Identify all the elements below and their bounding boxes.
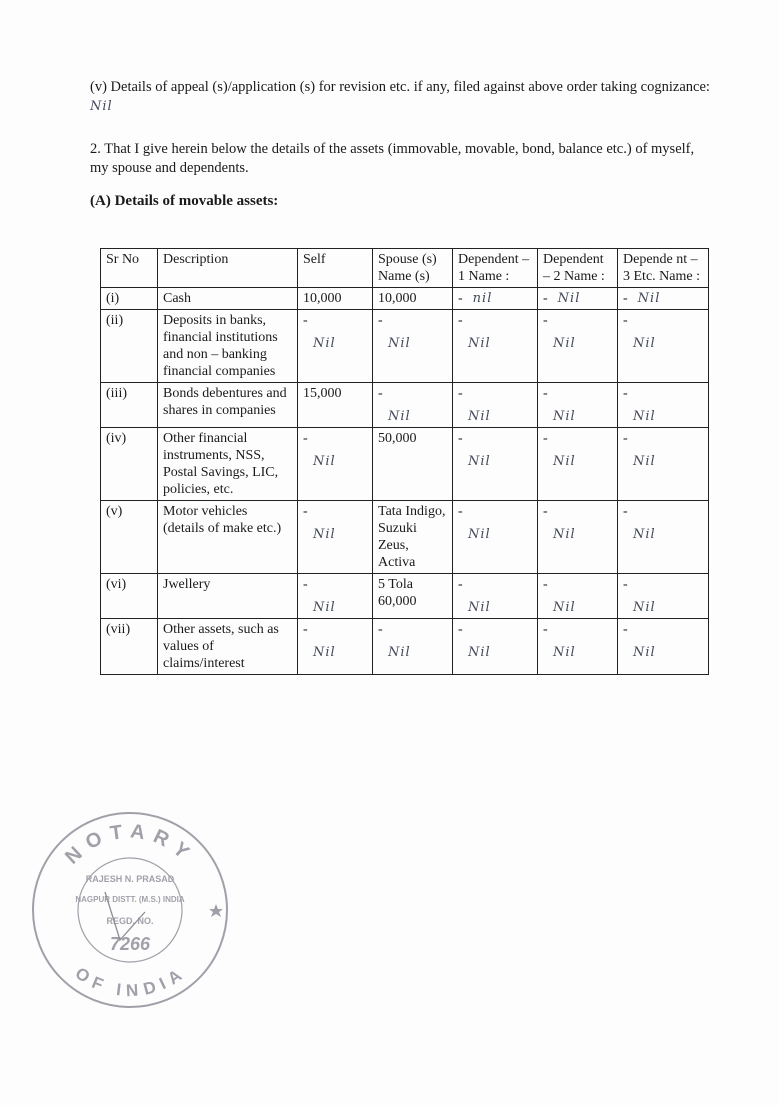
handwritten-nil: Nil [633, 600, 656, 615]
sr-no: (v) [101, 501, 158, 574]
printed-value: - [623, 622, 628, 637]
column-header: Depende nt – 3 Etc. Name : [618, 249, 709, 288]
description: Other assets, such as values of claims/interest [158, 619, 298, 675]
column-header: Spouse (s) Name (s) [373, 249, 453, 288]
handwritten-nil: Nil [388, 645, 411, 660]
svg-text:NOTARY [61, 820, 199, 868]
printed-value: - [378, 386, 383, 401]
printed-value: - [458, 577, 463, 592]
handwritten-nil: Nil [388, 336, 411, 351]
handwritten-nil: Nil [633, 454, 656, 469]
value-cell [373, 574, 453, 619]
handwritten-nil: Nil [633, 527, 656, 542]
printed-value: 10,000 [378, 291, 417, 306]
value-cell [373, 288, 453, 310]
handwritten-nil: Nil [553, 527, 576, 542]
sr-no: (vi) [101, 574, 158, 619]
value-cell [453, 428, 538, 501]
value-cell [538, 501, 618, 574]
printed-value: - [623, 577, 628, 592]
value-cell [453, 501, 538, 574]
assets-intro-paragraph: 2. That I give herein below the details of the assets (immovable, movable, bond, balance etc.) of myself, my spouse and dependents. [90, 141, 695, 176]
printed-value: - [623, 504, 628, 519]
handwritten-nil: Nil [90, 99, 113, 114]
handwritten-nil: Nil [637, 291, 661, 306]
notary-stamp [30, 800, 230, 1020]
table-row [101, 288, 709, 310]
value-cell [298, 574, 373, 619]
handwritten-nil: Nil [388, 409, 411, 424]
value-cell [298, 428, 373, 501]
stamp-bottom-text: OF INDIA [71, 963, 189, 1001]
value-cell [538, 310, 618, 383]
handwritten-nil: Nil [633, 336, 656, 351]
value-cell [298, 288, 373, 310]
sr-no: (vii) [101, 619, 158, 675]
printed-value: 10,000 [303, 291, 342, 306]
printed-value: - [458, 504, 463, 519]
value-cell [298, 619, 373, 675]
printed-value: - [303, 504, 308, 519]
column-header: Self [298, 249, 373, 288]
handwritten-nil: Nil [553, 336, 576, 351]
value-cell [618, 310, 709, 383]
printed-value: - [458, 313, 463, 328]
printed-value: - [303, 622, 308, 637]
value-cell [298, 383, 373, 428]
sr-no: (iii) [101, 383, 158, 428]
value-cell [618, 574, 709, 619]
handwritten-nil: Nil [553, 454, 576, 469]
printed-value: - [378, 622, 383, 637]
svg-text:OF INDIA [72, 963, 189, 1000]
value-cell [618, 501, 709, 574]
printed-value: - [543, 386, 548, 401]
handwritten-nil: Nil [468, 409, 491, 424]
printed-value: - [623, 313, 628, 328]
value-cell [618, 619, 709, 675]
value-cell [538, 574, 618, 619]
sr-no: (ii) [101, 310, 158, 383]
printed-value: - [303, 577, 308, 592]
handwritten-nil: Nil [633, 645, 656, 660]
star-icon [209, 904, 223, 917]
value-cell [538, 383, 618, 428]
printed-value: - [378, 313, 383, 328]
value-cell [618, 383, 709, 428]
description: Deposits in banks, financial institutions and non – banking financial companies [158, 310, 298, 383]
handwritten-nil: Nil [553, 409, 576, 424]
value-cell [538, 288, 618, 310]
printed-value: - [623, 386, 628, 401]
description: Jwellery [158, 574, 298, 619]
description: Bonds debentures and shares in companies [158, 383, 298, 428]
table-row [101, 428, 709, 501]
printed-value: - [543, 577, 548, 592]
printed-value: - [543, 622, 548, 637]
value-cell [298, 310, 373, 383]
printed-value: 15,000 [303, 386, 342, 401]
value-cell [453, 574, 538, 619]
printed-value: - [623, 431, 628, 446]
table-row [101, 501, 709, 574]
printed-value: - [303, 313, 308, 328]
handwritten-nil: Nil [313, 454, 336, 469]
handwritten-nil: Nil [313, 527, 336, 542]
value-cell [618, 288, 709, 310]
appeal-text: (v) Details of appeal (s)/application (s) for revision etc. if any, filed against above order taking cognizance: [90, 79, 710, 95]
appeal-paragraph [90, 78, 710, 116]
value-cell [373, 383, 453, 428]
value-cell [618, 428, 709, 501]
column-header: Description [158, 249, 298, 288]
printed-value: - [623, 291, 628, 306]
handwritten-nil: Nil [313, 600, 336, 615]
column-header: Sr No [101, 249, 158, 288]
table-row [101, 310, 709, 383]
printed-value: - [303, 431, 308, 446]
printed-value: - [543, 504, 548, 519]
value-cell [538, 619, 618, 675]
value-cell [373, 310, 453, 383]
stamp-regd-text: REGD. NO. [106, 916, 154, 926]
description: Motor vehicles (details of make etc.) [158, 501, 298, 574]
handwritten-nil: Nil [313, 336, 336, 351]
sr-no: (iv) [101, 428, 158, 501]
value-cell [298, 501, 373, 574]
handwritten-nil: nil [472, 291, 493, 306]
value-cell [373, 428, 453, 501]
handwritten-nil: Nil [633, 409, 656, 424]
stamp-notary-text: NOTARY [61, 820, 199, 869]
printed-value: 50,000 [378, 431, 417, 446]
table-row [101, 574, 709, 619]
description: Other financial instruments, NSS, Postal Savings, LIC, policies, etc. [158, 428, 298, 501]
handwritten-nil: Nil [468, 600, 491, 615]
printed-value: - [458, 291, 463, 306]
value-cell [453, 383, 538, 428]
printed-value: - [543, 431, 548, 446]
printed-value: - [458, 431, 463, 446]
handwritten-nil: Nil [553, 645, 576, 660]
printed-value: 5 Tola 60,000 [378, 577, 417, 609]
movable-assets-table [100, 248, 709, 675]
column-header: Dependent – 1 Name : [453, 249, 538, 288]
handwritten-nil: Nil [468, 336, 491, 351]
value-cell [453, 288, 538, 310]
printed-value: - [543, 291, 548, 306]
stamp-name-text: RAJESH N. PRASAD [85, 874, 175, 884]
handwritten-nil: Nil [468, 527, 491, 542]
handwritten-nil: Nil [468, 645, 491, 660]
section-heading: (A) Details of movable assets: [90, 193, 279, 209]
table-header-row [101, 249, 709, 288]
stamp-number-text: 7266 [109, 934, 151, 954]
printed-value: - [458, 622, 463, 637]
value-cell [373, 619, 453, 675]
handwritten-nil: Nil [313, 645, 336, 660]
table-row [101, 619, 709, 675]
printed-value: - [458, 386, 463, 401]
sr-no: (i) [101, 288, 158, 310]
description: Cash [158, 288, 298, 310]
value-cell [453, 619, 538, 675]
value-cell [373, 501, 453, 574]
handwritten-nil: Nil [557, 291, 581, 306]
printed-value: - [543, 313, 548, 328]
value-cell [453, 310, 538, 383]
printed-value: Tata Indigo, Suzuki Zeus, Activa [378, 504, 446, 570]
value-cell [538, 428, 618, 501]
column-header: Dependent – 2 Name : [538, 249, 618, 288]
table-row [101, 383, 709, 428]
stamp-place-text: NAGPUR DISTT. (M.S.) INDIA [75, 895, 185, 904]
handwritten-nil: Nil [553, 600, 576, 615]
handwritten-nil: Nil [468, 454, 491, 469]
